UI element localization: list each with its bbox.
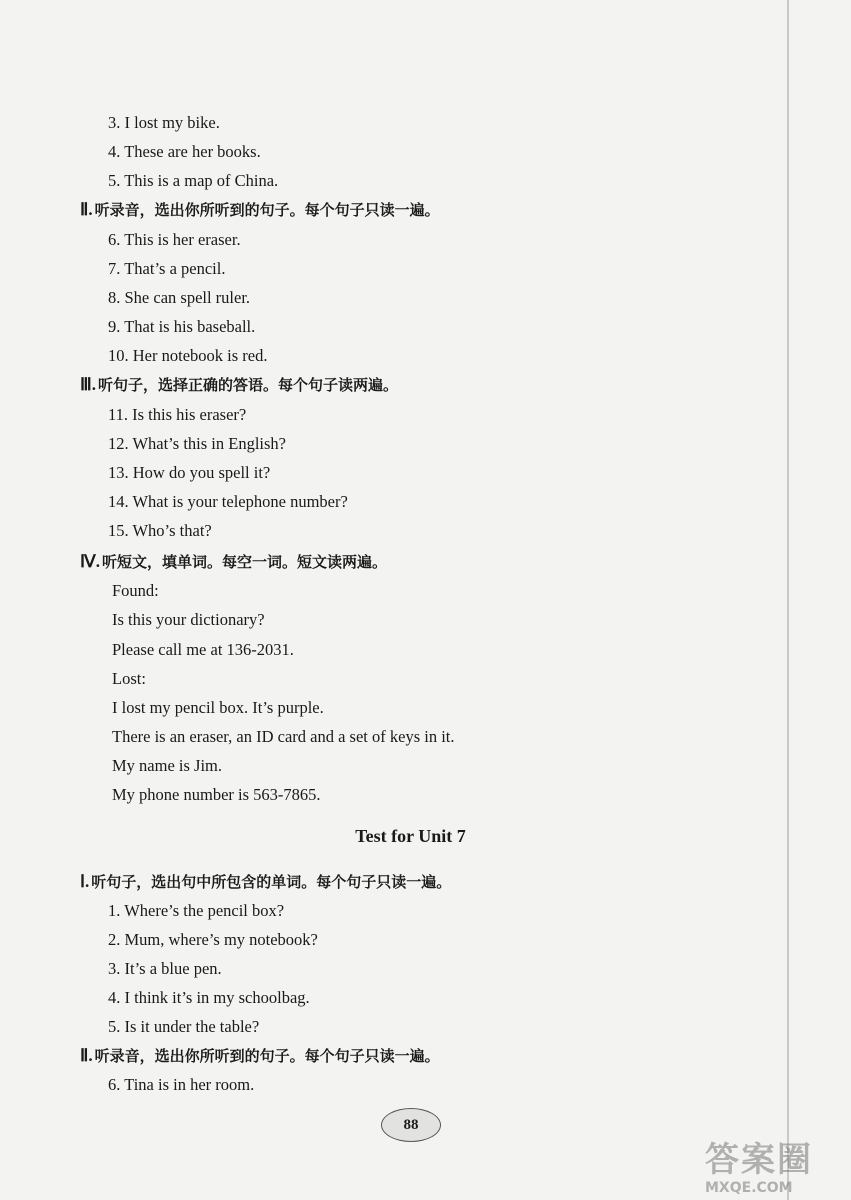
section-instruction: 听录音，选出你所听到的句子。每个句子只读一遍。	[94, 1047, 440, 1065]
passage-line: Lost:	[112, 669, 146, 688]
list-item: 8. She can spell ruler.	[108, 288, 251, 307]
list-item: 12. What’s this in English?	[108, 434, 286, 453]
list-item: 2. Mum, where’s my notebook?	[108, 930, 318, 949]
passage-line: Please call me at 136-2031.	[112, 640, 294, 659]
section-instruction: 听短文，填单词。每空一词。短文读两遍。	[101, 553, 387, 571]
watermark-text: 答案圈	[705, 1140, 813, 1180]
section-heading	[80, 375, 398, 395]
list-item: 13. How do you spell it?	[108, 463, 271, 482]
list-item: 5. This is a map of China.	[108, 171, 279, 190]
list-item: 15. Who’s that?	[108, 521, 212, 540]
passage-line: There is an eraser, an ID card and a set of keys in it.	[112, 727, 455, 746]
passage-line: My phone number is 563-7865.	[112, 785, 321, 804]
section-instruction: 听句子，选出句中所包含的单词。每个句子只读一遍。	[91, 873, 452, 891]
watermark-logo	[705, 1140, 845, 1198]
section-heading	[80, 552, 387, 572]
section-heading	[80, 872, 451, 892]
passage-line: I lost my pencil box. It’s purple.	[112, 698, 324, 717]
section-number: Ⅲ.	[80, 375, 96, 394]
page-number: 88	[381, 1108, 441, 1142]
list-item: 1. Where’s the pencil box?	[108, 901, 285, 920]
list-item: 14. What is your telephone number?	[108, 492, 348, 511]
list-item: 7. That’s a pencil.	[108, 259, 226, 278]
list-item: 3. It’s a blue pen.	[108, 959, 222, 978]
passage-line: My name is Jim.	[112, 756, 222, 775]
list-item: 5. Is it under the table?	[108, 1017, 260, 1036]
section-number: Ⅱ.	[80, 1046, 93, 1065]
list-item: 4. I think it’s in my schoolbag.	[108, 988, 310, 1007]
section-instruction: 听录音，选出你所听到的句子。每个句子只读一遍。	[94, 201, 440, 219]
section-number: Ⅳ.	[80, 552, 100, 571]
list-item: 6. This is her eraser.	[108, 230, 241, 249]
section-number: Ⅰ.	[80, 872, 90, 891]
unit-title: Test for Unit 7	[355, 826, 466, 846]
list-item: 9. That is his baseball.	[108, 317, 256, 336]
section-instruction: 听句子，选择正确的答语。每个句子读两遍。	[97, 376, 398, 394]
section-heading	[80, 1046, 440, 1066]
list-item: 11. Is this his eraser?	[108, 405, 247, 424]
passage-line: Found:	[112, 581, 159, 600]
list-item: 10. Her notebook is red.	[108, 346, 268, 365]
section-heading	[80, 200, 440, 220]
list-item: 4. These are her books.	[108, 142, 261, 161]
watermark-url: MXQE.COM	[705, 1180, 793, 1196]
list-item: 6. Tina is in her room.	[108, 1075, 255, 1094]
list-item: 3. I lost my bike.	[108, 113, 220, 132]
section-number: Ⅱ.	[80, 200, 93, 219]
passage-line: Is this your dictionary?	[112, 610, 265, 629]
